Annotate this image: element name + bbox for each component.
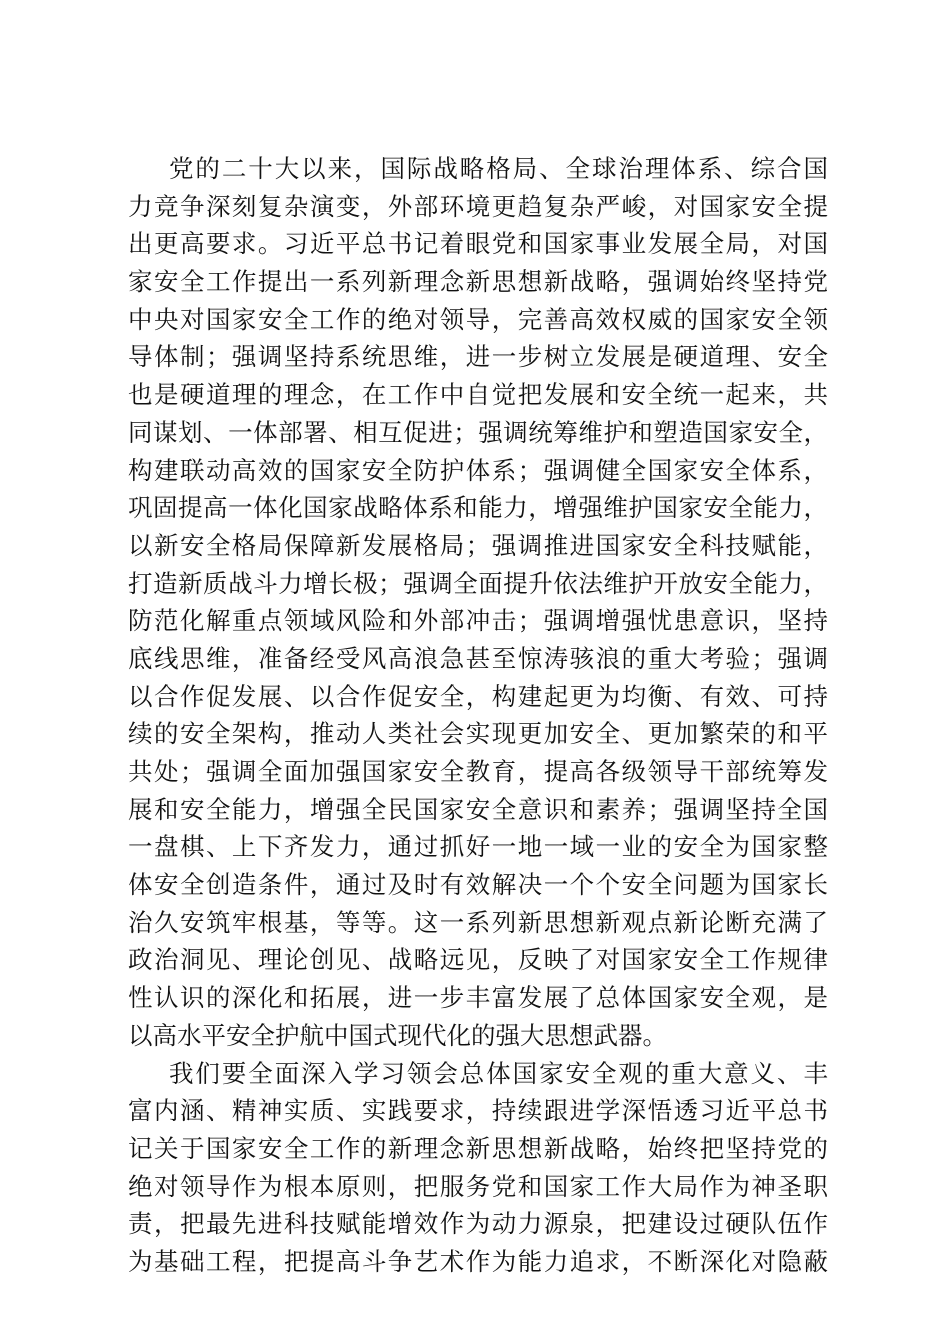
paragraph-2-line: 责，把最先进科技赋能增效作为动力源泉，把建设过硬队伍作 [128, 1209, 828, 1239]
paragraph-1-line: 共处；强调全面加强国家安全教育，提高各级领导干部统筹发 [128, 757, 828, 786]
paragraph-2-line: 为基础工程，把提高斗争艺术作为能力追求，不断深化对隐蔽 [128, 1246, 828, 1276]
paragraph-1-line: 打造新质战斗力增长极；强调全面提升依法维护开放安全能力， [128, 568, 828, 598]
paragraph-1-line: 防范化解重点领域风险和外部冲击；强调增强忧患意识，坚持 [128, 606, 828, 636]
paragraph-1-line: 力竞争深刻复杂演变，外部环境更趋复杂严峻，对国家安全提 [128, 191, 828, 221]
paragraph-2-line: 记关于国家安全工作的新理念新思想新战略，始终把坚持党的 [128, 1133, 828, 1163]
paragraph-1-line: 底线思维，准备经受风高浪急甚至惊涛骇浪的重大考验；强调 [128, 643, 828, 673]
paragraph-1-line: 也是硬道理的理念，在工作中自觉把发展和安全统一起来，共 [128, 380, 828, 410]
paragraph-1-line: 展和安全能力，增强全民国家安全意识和素养；强调坚持全国 [128, 794, 828, 824]
paragraph-1-line: 构建联动高效的国家安全防护体系；强调健全国家安全体系， [128, 455, 828, 485]
paragraph-1-line: 续的安全架构，推动人类社会实现更加安全、更加繁荣的和平 [128, 719, 828, 749]
paragraph-1-line: 中央对国家安全工作的绝对领导，完善高效权威的国家安全领 [128, 304, 828, 334]
paragraph-1-line: 导体制；强调坚持系统思维，进一步树立发展是硬道理、安全 [128, 342, 828, 372]
paragraph-1-line: 同谋划、一体部署、相互促进；强调统筹维护和塑造国家安全， [128, 417, 828, 447]
paragraph-2-line: 我们要全面深入学习领会总体国家安全观的重大意义、丰 [169, 1058, 828, 1088]
paragraph-1-line: 性认识的深化和拓展，进一步丰富发展了总体国家安全观，是 [128, 983, 828, 1013]
paragraph-1-line: 巩固提高一体化国家战略体系和能力，增强维护国家安全能力， [128, 493, 828, 523]
paragraph-2-line: 富内涵、精神实质、实践要求，持续跟进学深悟透习近平总书 [128, 1096, 828, 1126]
paragraph-1-line: 一盘棋、上下齐发力，通过抓好一地一域一业的安全为国家整 [128, 832, 828, 862]
paragraph-1-line: 以高水平安全护航中国式现代化的强大思想武器。 [128, 1020, 667, 1050]
paragraph-1-line: 党的二十大以来，国际战略格局、全球治理体系、综合国 [169, 154, 828, 183]
document-body [128, 150, 828, 1281]
paragraph-1-line: 以合作促发展、以合作促安全，构建起更为均衡、有效、可持 [128, 681, 828, 711]
paragraph-1-line: 以新安全格局保障新发展格局；强调推进国家安全科技赋能， [128, 530, 828, 560]
paragraph-1-line: 治久安筑牢根基，等等。这一系列新思想新观点新论断充满了 [128, 907, 828, 937]
paragraph-1-line: 体安全创造条件，通过及时有效解决一个个安全问题为国家长 [128, 870, 828, 900]
paragraph-1-line: 政治洞见、理论创见、战略远见，反映了对国家安全工作规律 [128, 945, 828, 975]
paragraph-2-line: 绝对领导作为根本原则，把服务党和国家工作大局作为神圣职 [128, 1171, 828, 1201]
paragraph-1-line: 出更高要求。习近平总书记着眼党和国家事业发展全局，对国 [128, 229, 828, 259]
paragraph-1-line: 家安全工作提出一系列新理念新思想新战略，强调始终坚持党 [128, 267, 828, 297]
